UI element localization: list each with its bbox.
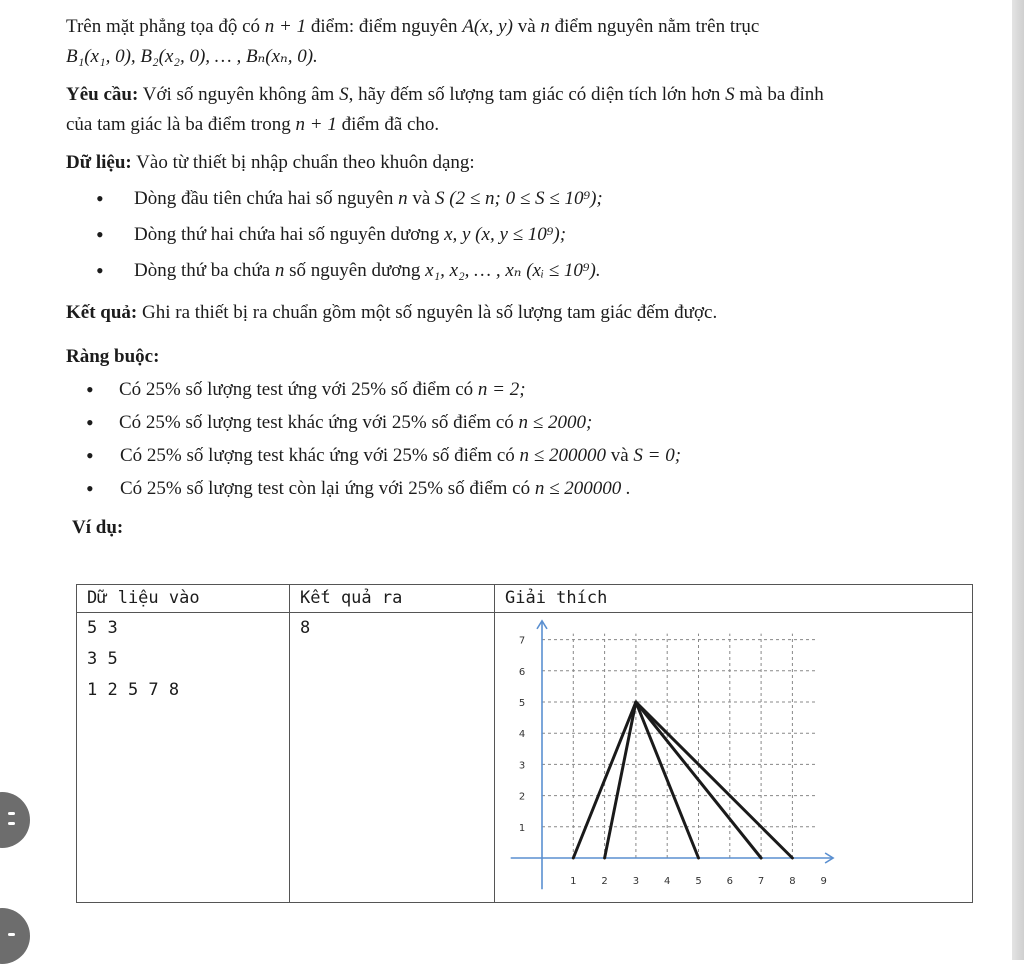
item-text: Có 25% số lượng test khác ứng với 25% số điểm có [120,445,520,466]
constraint-item [66,474,996,504]
item-math: S (2 ≤ n; 0 ≤ S ≤ 10⁹); [435,188,603,209]
constraints-label: Ràng buộc: [66,346,160,367]
input-item [66,184,996,214]
output-cell [290,613,495,903]
input-line: 5 3 [87,618,118,638]
y-tick-label: 4 [518,729,526,741]
item-math: n [274,260,285,281]
page-edge [1012,0,1024,960]
intro-text: điểm nguyên nằm trên trục [549,16,760,37]
input-label: Dữ liệu: [66,152,132,173]
requirement-text: của tam giác là ba điểm trong [66,114,296,135]
math-n-plus-1: n + 1 [264,16,307,37]
output-label: Kết quả: [66,302,138,323]
math-n: n [540,16,550,37]
item-text: Có 25% số lượng test ứng với 25% số điểm có [119,379,478,400]
output-line: 8 [300,618,311,638]
y-tick-label: 5 [518,698,526,709]
x-tick-label: 2 [601,876,608,887]
y-tick-label: 1 [518,822,526,834]
example-heading [66,513,996,543]
item-math: x, y (x, y ≤ 10⁹); [444,224,567,245]
x-tick-label: 7 [757,876,765,887]
item-text: số nguyên dương [284,260,426,281]
header-output: Kết quả ra [290,585,495,613]
input-line: 3 5 [87,649,118,669]
item-text: và [407,188,436,209]
constraints-heading [66,342,996,372]
x-tick-label: 9 [820,876,827,887]
constraint-item [66,408,996,438]
item-text: Có 25% số lượng test khác ứng với 25% số điểm có [119,412,519,433]
example-table [76,584,973,903]
x-tick-label: 4 [664,876,671,887]
triangle-edge [636,702,793,858]
table-header-row [77,585,973,613]
input-cell [77,613,290,903]
output-paragraph [66,298,996,328]
item-math: x₁, x₂, … , xₙ (xᵢ ≤ 10⁹). [425,260,601,281]
intro-text: điểm: điểm nguyên [306,16,463,37]
requirement-text: điểm đã cho. [336,114,440,135]
output-text: Ghi ra thiết bị ra chuẩn gồm một số nguyên là số lượng tam giác đếm được. [137,302,718,323]
math-s: S [725,84,735,105]
x-tick-label: 1 [570,876,577,887]
item-math: n = 2; [477,379,526,400]
y-tick-label: 7 [518,635,526,647]
intro-text: và [512,16,541,37]
explanation-cell [495,613,973,903]
item-text: Dòng đầu tiên chứa hai số nguyên [134,188,399,209]
example-label: Ví dụ: [72,517,124,538]
math-point-a: A(x, y) [462,16,513,37]
intro-text: Trên mặt phẳng tọa độ có [66,16,265,37]
item-text: và [605,445,634,466]
input-text: Vào từ thiết bị nhập chuẩn theo khuôn dạng: [131,152,475,173]
side-scroll-button-lower[interactable] [0,908,30,964]
intro-paragraph [66,12,996,72]
triangle-edge [605,702,636,858]
item-math: n ≤ 200000 . [534,478,631,499]
requirement-text: Với số nguyên không âm [138,84,340,105]
math-n-plus-1: n + 1 [295,114,337,135]
math-s: S [339,84,349,105]
problem-statement [66,12,996,543]
input-item [66,256,996,286]
input-item [66,220,996,250]
item-math: n ≤ 200000 [519,445,606,466]
input-paragraph [66,148,996,178]
x-tick-label: 3 [632,876,640,887]
math-points-b: B₁(x₁, 0), B₂(x₂, 0), … , Bₙ(xₙ, 0). [66,46,318,67]
table-row [77,613,973,903]
side-scroll-button[interactable] [0,792,30,848]
item-math: n [398,188,408,209]
item-text: Có 25% số lượng test còn lại ứng với 25% số điểm có [120,478,535,499]
y-tick-label: 3 [518,760,526,772]
header-explanation: Giải thích [495,585,973,613]
requirement-text: , hãy đếm số lượng tam giác có diện tích lớn hơn [348,84,726,105]
item-text: Dòng thứ ba chứa [134,260,275,281]
requirement-paragraph [66,80,996,140]
x-tick-label: 5 [695,876,702,887]
triangle-chart [495,613,971,897]
constraint-item [66,441,996,471]
constraint-item [66,375,996,405]
item-math: n ≤ 2000; [518,412,593,433]
item-text: Dòng thứ hai chứa hai số nguyên dương [134,224,445,245]
requirement-text: mà ba đỉnh [734,84,824,105]
x-tick-label: 6 [726,876,733,887]
y-tick-label: 6 [518,666,526,678]
header-input: Dữ liệu vào [77,585,290,613]
requirement-label: Yêu cầu: [66,84,139,105]
y-tick-label: 2 [518,791,526,803]
item-math: S = 0; [633,445,682,466]
x-tick-label: 8 [789,876,796,887]
input-line: 1 2 5 7 8 [87,680,180,700]
